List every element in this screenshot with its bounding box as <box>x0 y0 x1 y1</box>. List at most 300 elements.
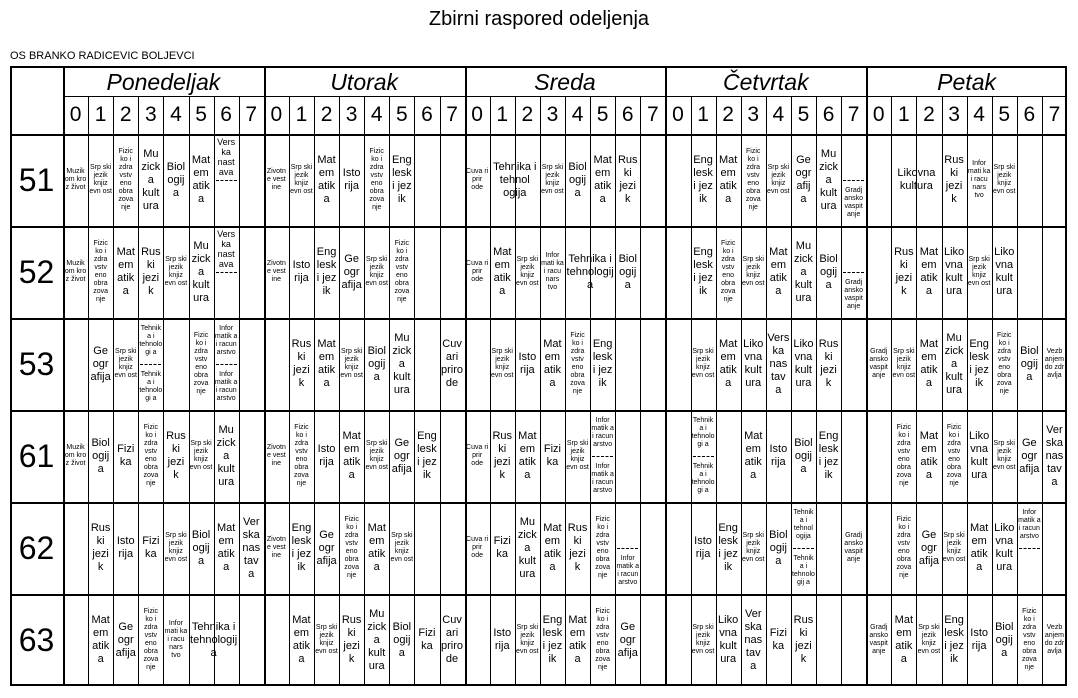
lesson-cell-half <box>616 550 639 592</box>
lesson-text: Tehnika i tehnologi a <box>139 371 163 402</box>
lesson-cell <box>717 320 740 408</box>
lesson-text: Mat em atik a <box>969 522 989 573</box>
lesson-text: Srp ski jezik knjiz evn ost <box>566 440 589 471</box>
lesson-text: Gradj ansko vaspit anje <box>869 348 889 379</box>
split-divider <box>216 272 237 273</box>
lesson-cell <box>164 596 187 684</box>
lesson-text: Mat em atik a <box>191 154 211 205</box>
lesson-text: Eng lesk i jez ik <box>417 430 437 481</box>
lesson-cell <box>566 136 589 224</box>
lesson-text: Mat em atik a <box>543 522 562 573</box>
lesson-text: Fizi ka <box>543 443 561 468</box>
period-header: 0 <box>471 103 483 126</box>
lesson-cell <box>441 320 464 408</box>
lesson-cell <box>943 320 966 408</box>
lesson-cell <box>993 320 1016 408</box>
lesson-cell <box>943 504 966 592</box>
lesson-text: Infor matik a i racun arstvo <box>591 417 614 448</box>
lesson-text: Mat em atik a <box>718 154 738 205</box>
period-header: 4 <box>370 103 383 126</box>
lesson-text: Cuva ri prir ode <box>466 260 489 283</box>
lesson-text: Isto rija <box>292 259 311 284</box>
lesson-cell <box>892 504 915 592</box>
lesson-cell <box>692 320 715 408</box>
lesson-cell <box>917 412 940 500</box>
lesson-text: Isto rija <box>769 443 788 468</box>
lesson-text: Srp ski jezik knjiz evn ost <box>942 532 966 563</box>
lesson-text: Fizic ko i zdra vstv eno obra zova nje <box>570 332 585 395</box>
lesson-cell-half <box>1018 504 1041 546</box>
lesson-text: Mat em atik a <box>593 154 612 205</box>
lesson-cell <box>365 596 388 684</box>
lesson-cell-half <box>792 504 815 546</box>
lesson-text: Fizic ko i zdra vstv eno obra zova nje <box>720 240 736 303</box>
period-header: 6 <box>220 103 232 126</box>
split-divider <box>843 272 864 273</box>
lesson-text: Mat em atik a <box>894 614 914 665</box>
lesson-cell <box>692 136 715 224</box>
lesson-text: Eng lesk i jez ik <box>592 338 613 389</box>
lesson-cell <box>993 504 1016 592</box>
lesson-cell <box>290 504 313 592</box>
lesson-cell <box>1018 596 1041 684</box>
lesson-cell <box>817 136 840 224</box>
period-header: 5 <box>797 103 810 126</box>
lesson-cell <box>114 504 137 592</box>
lesson-cell <box>89 228 112 316</box>
lesson-cell <box>315 228 338 316</box>
period-header: 5 <box>195 103 207 126</box>
lesson-text: Mat em atik a <box>317 154 336 205</box>
lesson-cell <box>993 412 1016 500</box>
lesson-cell <box>968 320 991 408</box>
lesson-cell <box>390 504 413 592</box>
lesson-cell <box>114 228 137 316</box>
lesson-text: Eng lesk i jez ik <box>693 154 713 205</box>
lesson-cell <box>717 228 740 316</box>
lesson-cell <box>591 596 614 684</box>
lesson-cell <box>892 320 915 408</box>
lesson-cell <box>64 412 87 500</box>
lesson-text: Mu zick a kult ura <box>793 239 813 304</box>
lesson-text: Mu zick a kult ura <box>819 147 839 212</box>
lesson-text: Vers ka nast ava <box>217 229 236 269</box>
lesson-cell <box>616 228 639 316</box>
lesson-cell <box>541 320 564 408</box>
lesson-cell <box>114 136 137 224</box>
lesson-text: Tehnika i tehnologij a <box>190 620 238 659</box>
lesson-cell <box>566 596 589 684</box>
lesson-cell-half <box>1018 550 1041 592</box>
split-divider <box>140 364 161 365</box>
lesson-cell <box>943 228 966 316</box>
lesson-cell <box>315 320 338 408</box>
lesson-text: Mat em atik a <box>568 614 587 665</box>
lesson-cell-half <box>139 366 162 408</box>
period-header: 4 <box>973 103 985 126</box>
lesson-cell <box>365 412 388 500</box>
lesson-text: Vers ka nast ava <box>217 137 236 177</box>
timetable-grid <box>10 66 1067 686</box>
lesson-cell <box>290 320 313 408</box>
lesson-cell <box>466 504 489 592</box>
lesson-cell <box>491 412 514 500</box>
lesson-cell-half <box>842 136 865 178</box>
lesson-cell <box>290 596 313 684</box>
lesson-text: Tehnika i tehnologi a <box>691 417 715 448</box>
lesson-cell <box>1018 320 1041 408</box>
lesson-text: Fizic ko i zdra vstv eno obra zova nje <box>294 424 309 487</box>
lesson-text: Cuv ari priro de <box>441 614 464 665</box>
lesson-cell <box>867 596 890 684</box>
lesson-text: Muzik om kro z život <box>64 444 87 467</box>
lesson-text: Isto rija <box>342 167 361 192</box>
class-label: 61 <box>18 438 55 474</box>
lesson-text: Rus ki jezi k <box>793 614 814 665</box>
lesson-text: Fizi ka <box>117 443 135 468</box>
period-header: 6 <box>1023 103 1036 126</box>
lesson-cell-half <box>792 550 815 592</box>
lesson-cell <box>190 412 213 500</box>
lesson-text: Srp ski jezik knjiz evn ost <box>490 348 514 379</box>
lesson-text: Srp ski jezik knjiz evn ost <box>992 164 1016 195</box>
lesson-cell <box>968 412 991 500</box>
split-divider <box>617 548 638 549</box>
lesson-cell <box>114 320 137 408</box>
lesson-cell <box>541 504 564 592</box>
lesson-cell <box>993 596 1016 684</box>
lesson-cell <box>917 228 940 316</box>
grid-line <box>665 66 667 686</box>
class-label: 52 <box>18 254 55 290</box>
lesson-cell <box>491 228 514 316</box>
lesson-text: Mat em atik a <box>367 522 386 573</box>
lesson-text: Gradj ansko vaspit anje <box>844 532 863 563</box>
lesson-cell <box>742 596 765 684</box>
period-header: 0 <box>270 103 283 126</box>
period-header: 4 <box>170 103 182 126</box>
lesson-text: Biol ogij a <box>769 528 788 567</box>
lesson-text: Isto rija <box>493 627 512 652</box>
lesson-cell <box>541 412 564 500</box>
lesson-text: Biol ogij a <box>392 620 412 659</box>
lesson-cell <box>1043 412 1066 500</box>
lesson-text: Mat em atik a <box>342 430 361 481</box>
lesson-cell-half <box>591 412 614 454</box>
class-label: 62 <box>18 530 55 566</box>
lesson-text: Fizic ko i zdra vstv eno obra zova nje <box>896 424 912 487</box>
period-header: 1 <box>295 103 308 126</box>
period-header: 2 <box>521 103 534 126</box>
period-header: 0 <box>672 103 684 126</box>
lesson-text: Mu zick a kult ura <box>517 515 537 580</box>
lesson-text: Infor matik a i racun arstvo <box>616 555 640 586</box>
lesson-text: Mat em atik a <box>744 430 763 481</box>
lesson-cell <box>516 504 539 592</box>
lesson-text: Mat em atik a <box>317 338 336 389</box>
lesson-cell <box>415 412 438 500</box>
lesson-text: Srp ski jezik knjiz evn ost <box>691 348 715 379</box>
lesson-cell <box>566 504 589 592</box>
lesson-cell <box>717 136 740 224</box>
lesson-text: Eng lesk i jez ik <box>718 522 738 573</box>
lesson-cell <box>692 504 715 592</box>
lesson-text: Mat em atik a <box>518 430 537 481</box>
lesson-text: Rus ki jezi k <box>166 430 186 481</box>
lesson-text: Ge ogr afij a <box>795 154 812 205</box>
lesson-text: Biol ogij a <box>166 160 186 199</box>
lesson-cell <box>164 412 187 500</box>
lesson-text: Ge ogr afija <box>341 252 362 291</box>
lesson-cell <box>290 136 313 224</box>
lesson-cell-half <box>215 228 238 270</box>
lesson-cell <box>917 504 940 592</box>
lesson-cell <box>968 504 991 592</box>
grid-line <box>640 96 641 686</box>
period-header: 2 <box>320 103 333 126</box>
lesson-cell <box>365 504 388 592</box>
lesson-text: Srp ski jezik knjiz evn ost <box>164 532 188 563</box>
lesson-text: Rus ki jezi k <box>90 522 111 573</box>
lesson-text: Srp ski jezik knjiz evn ost <box>390 532 414 563</box>
period-header: 5 <box>396 103 408 126</box>
lesson-text: Biol ogij a <box>995 620 1014 659</box>
lesson-text: Mu zick a kult ura <box>944 331 964 396</box>
lesson-text: Rus ki jezi k <box>567 522 588 573</box>
lesson-cell <box>415 596 438 684</box>
period-header: 7 <box>446 103 458 126</box>
lesson-cell <box>265 504 288 592</box>
lesson-cell <box>516 228 539 316</box>
lesson-cell <box>566 412 589 500</box>
lesson-cell <box>792 228 815 316</box>
lesson-text: Fizic ko i zdra vstv eno obra zova nje <box>93 240 109 303</box>
lesson-cell <box>767 504 790 592</box>
lesson-text: Srp ski jezik knjiz evn ost <box>992 440 1016 471</box>
lesson-text: Fizic ko i zdra vstv eno obra zova nje <box>745 148 761 211</box>
lesson-text: Tehnika i tehnol ogija <box>493 160 537 199</box>
lesson-text: Mat em atik a <box>919 246 939 297</box>
lesson-cell <box>491 136 539 224</box>
lesson-text: Fizic ko i zdra vstv eno obra zova nje <box>946 424 962 487</box>
lesson-text: Vers ka nas tav a <box>767 331 790 396</box>
lesson-cell <box>114 412 137 500</box>
lesson-cell <box>340 136 363 224</box>
lesson-text: Ge ogr afija <box>1019 436 1040 475</box>
lesson-cell <box>390 596 413 684</box>
lesson-cell <box>943 412 966 500</box>
lesson-cell <box>943 136 966 224</box>
lesson-cell <box>114 596 137 684</box>
lesson-cell <box>466 136 489 224</box>
lesson-text: Liko vna kult ura <box>994 246 1015 297</box>
lesson-text: Mat em atik a <box>493 246 512 297</box>
lesson-cell <box>164 504 187 592</box>
day-header: Ponedeljak <box>106 69 221 95</box>
lesson-text: Biol ogij a <box>191 528 211 567</box>
period-header: 5 <box>596 103 609 126</box>
lesson-cell <box>390 228 413 316</box>
school-name: OS BRANKO RADICEVIC BOLJEVCI <box>10 50 195 62</box>
lesson-cell <box>541 228 564 316</box>
grid-line <box>239 96 240 686</box>
lesson-cell-half <box>215 366 238 408</box>
lesson-cell-half <box>842 228 865 270</box>
class-label: 53 <box>18 346 55 382</box>
period-header: 1 <box>697 103 709 126</box>
lesson-text: Mat em atik a <box>769 246 788 297</box>
lesson-text: Ver ska nas tav a <box>744 607 763 672</box>
lesson-text: Fizic ko i zdra vstv eno obra zova nje <box>344 516 360 579</box>
lesson-cell <box>817 412 840 500</box>
period-header: 0 <box>69 103 82 126</box>
lesson-text: Srp ski jezik knjiz evn ost <box>741 532 765 563</box>
lesson-cell <box>89 320 112 408</box>
lesson-cell <box>692 596 715 684</box>
lesson-cell <box>491 504 514 592</box>
lesson-cell-half <box>692 458 715 500</box>
lesson-text: Biol ogij a <box>91 436 110 475</box>
lesson-cell <box>1018 412 1041 500</box>
lesson-cell <box>315 136 338 224</box>
period-header: 1 <box>496 103 509 126</box>
lesson-cell <box>340 228 363 316</box>
lesson-cell <box>817 228 840 316</box>
lesson-cell <box>466 228 489 316</box>
lesson-cell <box>441 596 464 684</box>
period-header: 2 <box>119 103 132 126</box>
lesson-text: Isto rija <box>694 535 712 560</box>
lesson-cell <box>616 596 639 684</box>
lesson-cell <box>692 228 715 316</box>
lesson-text: Srp ski jezik knjiz evn ost <box>516 624 539 655</box>
lesson-cell <box>993 228 1016 316</box>
lesson-cell <box>993 136 1016 224</box>
lesson-cell <box>742 136 765 224</box>
lesson-text: Eng lesk i jez ik <box>818 430 839 481</box>
lesson-text: Mat em atik a <box>91 614 110 665</box>
lesson-cell <box>742 412 765 500</box>
lesson-cell <box>516 596 539 684</box>
lesson-text: Mat em atik a <box>718 338 738 389</box>
period-header: 3 <box>145 103 157 126</box>
lesson-cell <box>190 136 213 224</box>
period-header: 3 <box>747 103 760 126</box>
lesson-text: Fizic ko i zdra vstv eno obra zova nje <box>996 332 1012 395</box>
lesson-text: Mu zick a kult ura <box>141 147 161 212</box>
lesson-text: Srp ski jezik knjiz evn ost <box>315 624 338 655</box>
lesson-text: Mat em atik a <box>543 338 562 389</box>
lesson-cell-half <box>842 274 865 316</box>
lesson-cell <box>892 136 940 224</box>
lesson-text: Rus ki jezi k <box>818 338 839 389</box>
lesson-cell <box>190 596 238 684</box>
lesson-cell-half <box>616 504 639 546</box>
lesson-text: Eng lesk i jez ik <box>693 246 713 297</box>
lesson-text: Mu zick a kult ura <box>191 239 211 304</box>
lesson-text: Mu zick a kult ura <box>216 423 236 488</box>
lesson-cell <box>717 596 740 684</box>
split-divider <box>793 548 814 549</box>
lesson-text: Fizic ko i zdra vstv eno obra zova nje <box>595 516 611 579</box>
lesson-text: Infor mati ka i racu nars tvo <box>164 620 188 659</box>
lesson-cell <box>1043 596 1066 684</box>
lesson-text: Infor mati ka i racu nars tvo <box>541 252 564 291</box>
lesson-cell <box>89 412 112 500</box>
lesson-cell <box>767 228 790 316</box>
period-header: 1 <box>94 103 107 126</box>
class-label: 63 <box>18 622 55 658</box>
lesson-cell <box>892 412 915 500</box>
period-header: 3 <box>546 103 559 126</box>
lesson-text: Fizic ko i zdra vstv eno obra zova nje <box>369 148 385 211</box>
lesson-text: Infor matik a i racun arstvo <box>591 463 614 494</box>
period-header: 2 <box>923 103 935 126</box>
split-divider <box>843 180 864 181</box>
split-divider <box>216 180 237 181</box>
lesson-cell <box>190 228 213 316</box>
lesson-cell <box>139 412 162 500</box>
lesson-cell <box>315 412 338 500</box>
lesson-text: Ge ogr afija <box>115 620 136 659</box>
lesson-text: Eng lesk i jez ik <box>944 614 964 665</box>
period-header: 5 <box>998 103 1011 126</box>
lesson-text: Rus ki jezi k <box>617 154 638 205</box>
lesson-cell <box>742 504 765 592</box>
lesson-text: Eng lesk i jez ik <box>392 154 412 205</box>
lesson-text: Zivotn e vest ine <box>266 444 286 467</box>
lesson-text: Rus ki jezi k <box>894 246 914 297</box>
period-header: 1 <box>898 103 910 126</box>
lesson-text: Eng lesk i jez ik <box>542 614 563 665</box>
lesson-text: Fizic ko i zdra vstv eno obra zova nje <box>143 424 159 487</box>
lesson-cell <box>742 320 765 408</box>
lesson-cell <box>190 320 213 408</box>
lesson-cell <box>792 136 815 224</box>
lesson-text: Cuva ri prir ode <box>466 536 489 559</box>
lesson-text: Liko vna kult ura <box>793 338 814 389</box>
lesson-text: Isto rija <box>970 627 988 652</box>
lesson-cell-half <box>215 274 238 316</box>
lesson-cell <box>767 320 790 408</box>
lesson-cell <box>968 136 991 224</box>
lesson-cell <box>792 596 815 684</box>
lesson-text: Tehnika i tehnologi a <box>139 325 163 356</box>
split-divider <box>1019 548 1040 549</box>
lesson-cell <box>792 320 815 408</box>
lesson-cell <box>215 412 238 500</box>
lesson-cell-half <box>842 182 865 224</box>
lesson-text: Srp ski jezik knjiz evn ost <box>917 624 941 655</box>
lesson-cell <box>767 136 790 224</box>
lesson-text: Srp ski jezik knjiz evn ost <box>340 348 363 379</box>
lesson-text: Fizic ko i zdra vstv eno obra zova nje <box>118 148 134 211</box>
lesson-text: Liko vna kult ura <box>718 614 739 665</box>
lesson-text: Infor matik a i racun arstvo <box>1018 509 1041 540</box>
period-header: 7 <box>647 103 659 126</box>
lesson-cell <box>340 504 363 592</box>
lesson-text: Tehnika i tehnologij a <box>791 555 815 586</box>
lesson-text: Ver ska nas tav a <box>242 515 261 580</box>
lesson-text: Isto rija <box>518 351 537 376</box>
lesson-cell <box>240 504 263 592</box>
lesson-text: Mat em atik a <box>292 614 311 665</box>
lesson-text: Fizic ko i zdra vstv eno obra zova nje <box>1021 608 1037 671</box>
lesson-cell <box>315 504 338 592</box>
lesson-cell <box>842 504 865 592</box>
period-header: 3 <box>948 103 960 126</box>
lesson-text: Biol ogij a <box>568 160 587 199</box>
